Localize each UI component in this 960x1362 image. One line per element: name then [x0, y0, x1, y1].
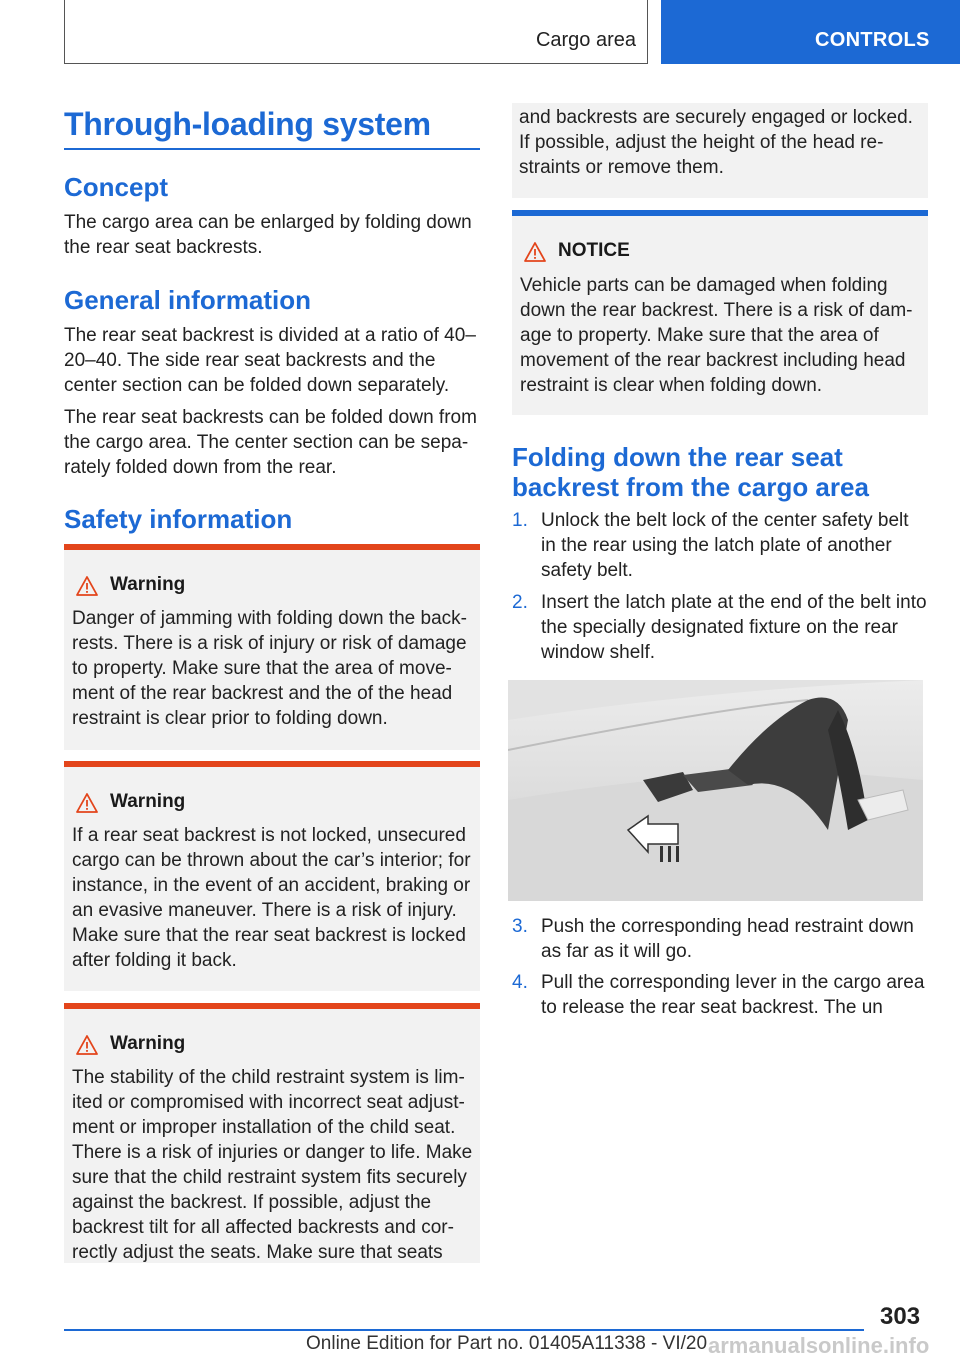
warning-box-1 — [64, 544, 480, 750]
footer-rule — [64, 1329, 864, 1331]
title-rule — [64, 148, 480, 150]
general-text-2: The rear seat backrests can be folded down from the cargo area. The center section can be separately folded down from the rear. — [64, 407, 477, 478]
step-text: Push the corresponding head restraint down as far as it will go. — [541, 916, 914, 962]
warning-triangle-icon — [76, 793, 98, 813]
notice-triangle-icon — [524, 242, 546, 262]
notice-title: NOTICE — [558, 240, 630, 261]
list-item — [512, 914, 928, 964]
warning-box-2 — [64, 761, 480, 991]
footer-edition: Online Edition for Part no. 01405A11338 - VI/20 — [306, 1333, 708, 1354]
page-number: 303 — [880, 1303, 921, 1330]
list-item — [512, 970, 928, 1020]
warning-text: Danger of jamming with folding down the backrests. There is a risk of injury or risk of damage to property. Make sure that the area of movement of the rear backrest and the of the head restraint is clear prior to folding down. — [72, 608, 467, 729]
step-number: 4. — [512, 972, 528, 993]
warning-title: Warning — [110, 791, 186, 812]
warning-title: Warning — [110, 1033, 186, 1054]
list-item — [512, 508, 928, 584]
warning-text: The stability of the child restraint system is limited or compromised with incorrect seat adjustment or improper installation of the child seat. There is a risk of injuries or danger to life. Make sure that the child restraint system fits securely against the backrest. If possible, adjust the backrest tilt for all affected backrests and correctly adjust the seats. Make sure that seats — [72, 1067, 473, 1263]
general-heading: General information — [64, 285, 312, 315]
notice-box — [512, 210, 928, 415]
step-text: Insert the latch plate at the end of the belt into the specially designated fixture on the rear window shelf. — [541, 592, 927, 663]
step-number: 3. — [512, 916, 528, 937]
general-text-1: The rear seat backrest is divided at a ratio of 40–20–40. The side rear seat backrests and the center section can be folded down separately. — [64, 325, 476, 396]
step-number: 2. — [512, 592, 528, 613]
warning-triangle-icon — [76, 1035, 98, 1055]
warning-box-3-continued — [512, 103, 928, 198]
notice-text: Vehicle parts can be damaged when folding down the rear backrest. There is a risk of damage to property. Make sure that the area of movement of the rear backrest including head restraint is clear when folding down. — [520, 275, 913, 396]
header-section-title: Cargo area — [535, 29, 636, 51]
warning-title: Warning — [110, 574, 186, 595]
warning-text: If a rear seat backrest is not locked, unsecured cargo can be thrown about the car’s interior; for instance, in the event of an accident, braking or an evasive maneuver. There is a risk of injury. Make sure that the rear seat backrest is locked after folding it back. — [72, 825, 471, 971]
folding-heading: Folding down the rear seat backrest from the cargo area — [512, 442, 869, 502]
step-text: Pull the corresponding lever in the cargo area to release the rear seat backrest. The un — [541, 972, 925, 1018]
concept-heading: Concept — [64, 172, 168, 202]
warning-box-3 — [64, 1003, 480, 1263]
safety-heading: Safety information — [64, 504, 293, 534]
step-number: 1. — [512, 510, 528, 531]
warning-text-continued: and backrests are securely engaged or locked. If possible, adjust the height of the head restraints or remove them. — [519, 107, 913, 178]
step-text: Unlock the belt lock of the center safety belt in the rear using the latch plate of another safety belt. — [541, 510, 909, 581]
page-title: Through-loading system — [64, 106, 431, 142]
watermark: armanualsonline.info — [708, 1333, 930, 1358]
concept-text: The cargo area can be enlarged by folding down the rear seat backrests. — [64, 212, 472, 258]
warning-triangle-icon — [76, 576, 98, 596]
list-item — [512, 590, 928, 666]
header-chapter-tab: CONTROLS — [661, 0, 960, 64]
rear-window-shelf-illustration — [508, 680, 923, 901]
